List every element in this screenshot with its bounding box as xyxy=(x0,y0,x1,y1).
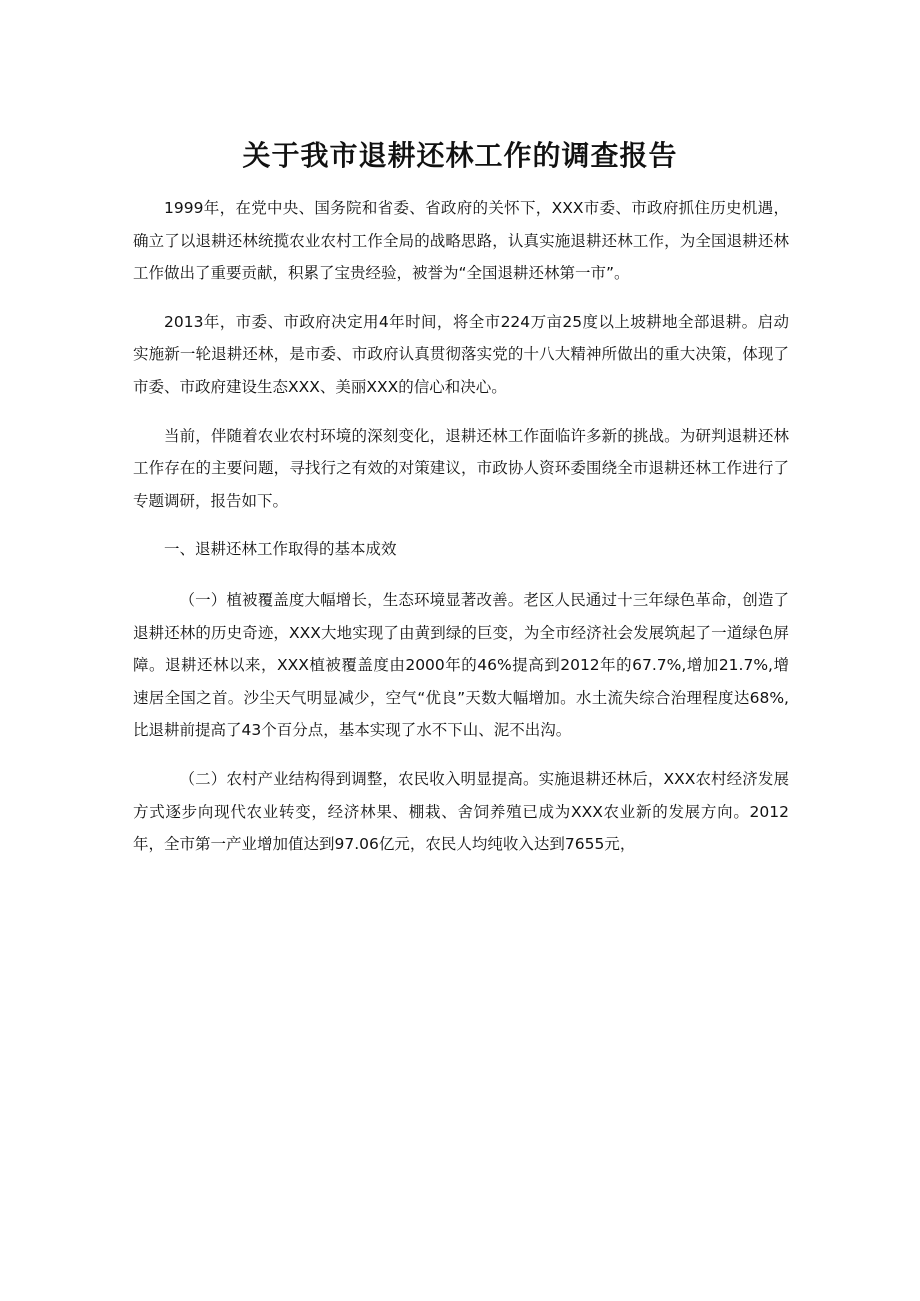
document-body xyxy=(133,192,789,877)
intro-paragraph-2: 2013年，市委、市政府决定用4年时间，将全市224万亩25度以上坡耕地全部退耕。启动实施新一轮退耕还林，是市委、市政府认真贯彻落实党的十八大精神所做出的重大决策，体现了市委、市政府建设生态XXX、美丽XXX的信心和决心。 xyxy=(133,312,789,396)
intro-paragraph-1: 1999年，在党中央、国务院和省委、省政府的关怀下，XXX市委、市政府抓住历史机遇，确立了以退耕还林统揽农业农村工作全局的战略思路，认真实施退耕还林工作，为全国退耕还林工作做出了重要贡献，积累了宝贵经验，被誉为“全国退耕还林第一市”。 xyxy=(133,199,789,283)
subsection-paragraph-1: （一）植被覆盖度大幅增长，生态环境显著改善。老区人民通过十三年绿色革命，创造了退耕还林的历史奇迹，XXX大地实现了由黄到绿的巨变，为全市经济社会发展筑起了一道绿色屏障。退耕还林以来，XXX植被覆盖度由2000年的46%提高到2012年的67.7%,增加21.7%,增速居全国之首。沙尘天气明显减少，空气“优良”天数大幅增加。水土流失综合治理程度达68%,比退耕前提高了43个百分点，基本实现了水不下山、泥不出沟。 xyxy=(133,590,789,740)
subsection-paragraph-2: （二）农村产业结构得到调整，农民收入明显提高。实施退耕还林后，XXX农村经济发展方式逐步向现代农业转变，经济林果、棚栽、舍饲养殖已成为XXX农业新的发展方向。2012年，全市第一产业增加值达到97.06亿元，农民人均纯收入达到7655元， xyxy=(133,769,789,854)
document-title: 关于我市退耕还林工作的调查报告 xyxy=(242,139,678,172)
section-heading-1: 一、退耕还林工作取得的基本成效 xyxy=(164,540,397,559)
intro-paragraph-3: 当前，伴随着农业农村环境的深刻变化，退耕还林工作面临许多新的挑战。为研判退耕还林工作存在的主要问题，寻找行之有效的对策建议，市政协人资环委围绕全市退耕还林工作进行了专题调研，报告如下。 xyxy=(133,426,789,510)
